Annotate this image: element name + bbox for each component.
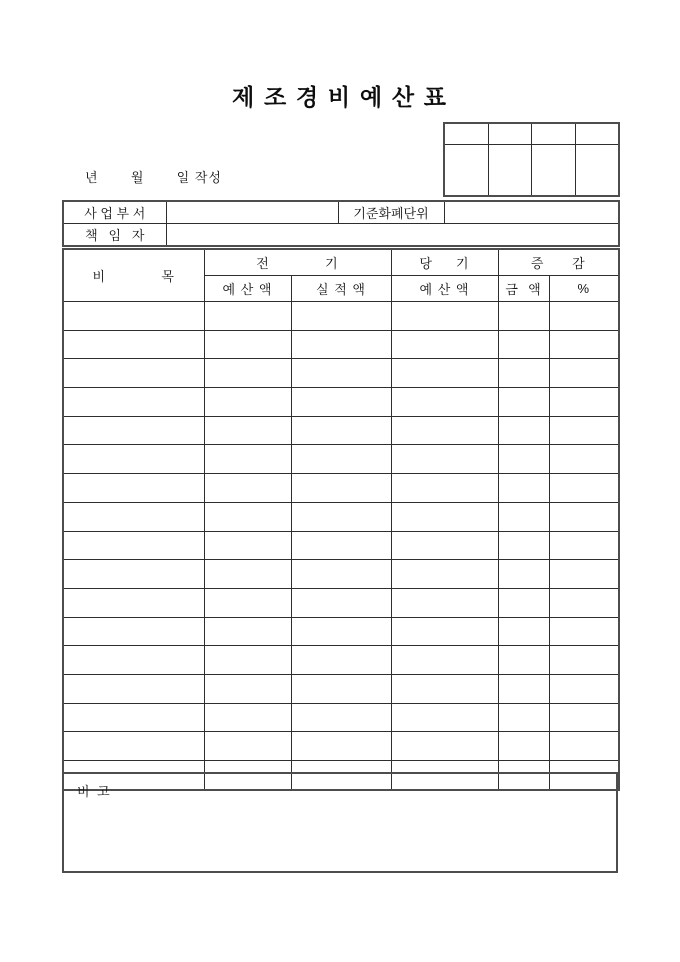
table-row [63, 302, 619, 331]
approval-cell [488, 145, 531, 197]
empty-cell [63, 416, 204, 445]
empty-cell [498, 302, 549, 331]
business-dept-label: 사 업 부 서 [63, 201, 166, 224]
empty-cell [63, 388, 204, 417]
empty-cell [391, 646, 498, 675]
empty-cell [63, 531, 204, 560]
empty-cell [498, 617, 549, 646]
empty-cell [291, 588, 391, 617]
empty-cell [391, 732, 498, 761]
empty-cell [291, 617, 391, 646]
empty-cell [63, 617, 204, 646]
currency-unit-label: 기준화폐단위 [338, 201, 444, 224]
empty-cell [391, 531, 498, 560]
page-title: 제 조 경 비 예 산 표 [231, 85, 449, 110]
col-header-prev-budget: 예 산 액 [204, 276, 291, 302]
empty-cell [204, 416, 291, 445]
table-row [63, 224, 619, 247]
empty-cell [204, 531, 291, 560]
table-row [63, 732, 619, 761]
empty-cell [291, 359, 391, 388]
approval-stamp-row [444, 145, 619, 197]
approval-signature-box [443, 122, 620, 197]
budget-table-body [63, 302, 619, 790]
empty-cell [291, 560, 391, 589]
budget-table [62, 248, 620, 791]
empty-cell [391, 388, 498, 417]
approval-cell [531, 145, 575, 197]
budget-table-header [63, 249, 619, 302]
empty-cell [204, 502, 291, 531]
table-row [63, 646, 619, 675]
table-row [63, 201, 619, 224]
empty-cell [391, 703, 498, 732]
empty-cell [291, 330, 391, 359]
empty-cell [291, 474, 391, 503]
col-header-prev-period: 전 기 [204, 249, 391, 276]
table-row [63, 330, 619, 359]
empty-cell [291, 302, 391, 331]
col-header-change-percent: % [549, 276, 619, 302]
empty-cell [498, 502, 549, 531]
approval-cell [575, 145, 619, 197]
empty-cell [498, 359, 549, 388]
empty-cell [391, 445, 498, 474]
empty-cell [291, 646, 391, 675]
empty-cell [391, 330, 498, 359]
manager-value-cell [166, 224, 619, 247]
empty-cell [291, 531, 391, 560]
approval-header-row [444, 123, 619, 145]
col-header-change: 증 감 [498, 249, 619, 276]
business-dept-value-cell [166, 201, 338, 224]
empty-cell [204, 359, 291, 388]
empty-cell [549, 302, 619, 331]
approval-cell [444, 145, 488, 197]
table-row [63, 588, 619, 617]
empty-cell [391, 474, 498, 503]
empty-cell [63, 330, 204, 359]
empty-cell [63, 445, 204, 474]
empty-cell [549, 560, 619, 589]
empty-cell [63, 674, 204, 703]
approval-cell [444, 123, 488, 145]
creation-date-line: 년 월 일 작성 [85, 170, 222, 185]
empty-cell [291, 674, 391, 703]
info-table [62, 200, 620, 247]
empty-cell [549, 416, 619, 445]
table-row [63, 359, 619, 388]
remarks-label: 비 고 [77, 784, 112, 799]
empty-cell [204, 588, 291, 617]
empty-cell [498, 474, 549, 503]
empty-cell [63, 474, 204, 503]
empty-cell [498, 531, 549, 560]
empty-cell [204, 732, 291, 761]
empty-cell [549, 588, 619, 617]
empty-cell [391, 416, 498, 445]
table-row [63, 474, 619, 503]
empty-cell [63, 502, 204, 531]
empty-cell [498, 560, 549, 589]
empty-cell [204, 703, 291, 732]
empty-cell [549, 531, 619, 560]
empty-cell [498, 416, 549, 445]
empty-cell [498, 588, 549, 617]
empty-cell [63, 588, 204, 617]
empty-cell [549, 474, 619, 503]
empty-cell [291, 502, 391, 531]
empty-cell [391, 302, 498, 331]
table-row [63, 674, 619, 703]
col-header-curr-period: 당 기 [391, 249, 498, 276]
remarks-box [62, 772, 618, 873]
empty-cell [549, 674, 619, 703]
header-row-periods [63, 249, 619, 276]
approval-cell [488, 123, 531, 145]
empty-cell [291, 445, 391, 474]
empty-cell [549, 703, 619, 732]
empty-cell [498, 388, 549, 417]
empty-cell [549, 388, 619, 417]
empty-cell [549, 330, 619, 359]
empty-cell [291, 416, 391, 445]
table-row [63, 617, 619, 646]
empty-cell [63, 732, 204, 761]
empty-cell [549, 359, 619, 388]
col-header-change-amount: 금 액 [498, 276, 549, 302]
empty-cell [204, 445, 291, 474]
approval-cell [575, 123, 619, 145]
empty-cell [204, 646, 291, 675]
empty-cell [498, 674, 549, 703]
table-row [63, 388, 619, 417]
empty-cell [291, 732, 391, 761]
empty-cell [204, 560, 291, 589]
empty-cell [204, 474, 291, 503]
empty-cell [498, 330, 549, 359]
table-row [63, 445, 619, 474]
empty-cell [291, 703, 391, 732]
empty-cell [391, 674, 498, 703]
empty-cell [498, 703, 549, 732]
table-row [63, 502, 619, 531]
col-header-prev-actual: 실 적 액 [291, 276, 391, 302]
empty-cell [204, 330, 291, 359]
empty-cell [391, 359, 498, 388]
empty-cell [391, 588, 498, 617]
empty-cell [549, 732, 619, 761]
table-row [63, 703, 619, 732]
table-row [63, 560, 619, 589]
empty-cell [63, 646, 204, 675]
empty-cell [498, 646, 549, 675]
empty-cell [549, 502, 619, 531]
table-row [63, 531, 619, 560]
table-row [63, 416, 619, 445]
approval-cell [531, 123, 575, 145]
empty-cell [204, 674, 291, 703]
empty-cell [391, 502, 498, 531]
empty-cell [204, 388, 291, 417]
empty-cell [549, 445, 619, 474]
empty-cell [63, 560, 204, 589]
empty-cell [549, 646, 619, 675]
manager-label: 책 임 자 [63, 224, 166, 247]
empty-cell [498, 732, 549, 761]
empty-cell [204, 617, 291, 646]
empty-cell [391, 560, 498, 589]
currency-unit-value-cell [444, 201, 619, 224]
empty-cell [63, 302, 204, 331]
col-header-curr-budget: 예 산 액 [391, 276, 498, 302]
empty-cell [549, 617, 619, 646]
empty-cell [204, 302, 291, 331]
empty-cell [498, 445, 549, 474]
col-header-item: 비 목 [63, 249, 204, 302]
empty-cell [63, 703, 204, 732]
empty-cell [63, 359, 204, 388]
empty-cell [291, 388, 391, 417]
empty-cell [391, 617, 498, 646]
